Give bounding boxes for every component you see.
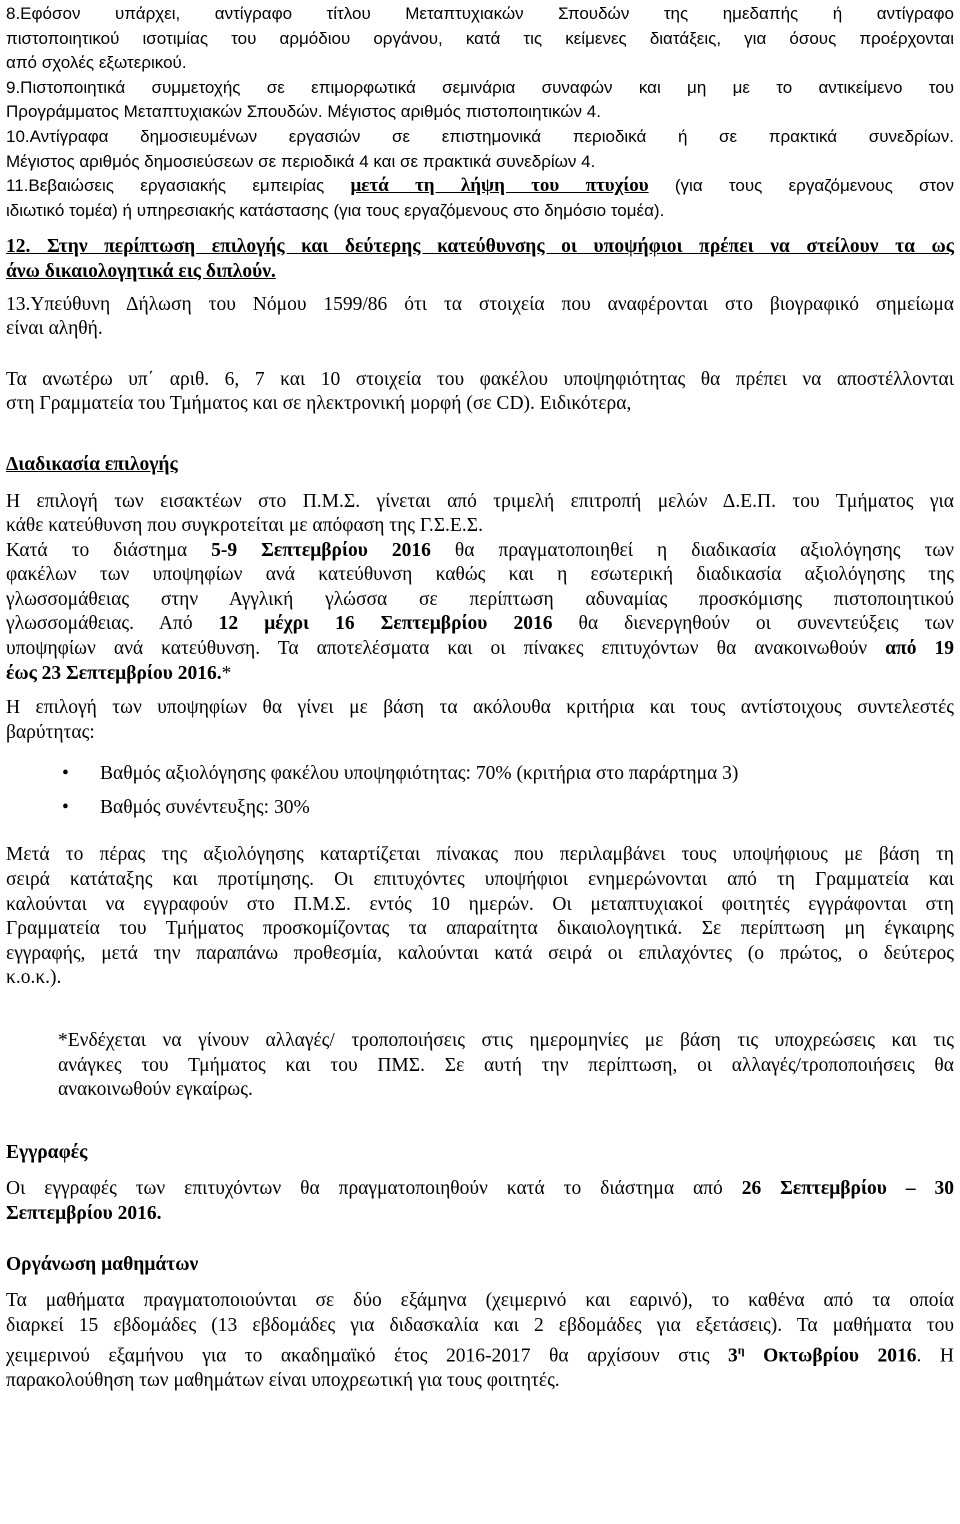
selection-p3-line-2: βαρύτητας: [6, 721, 95, 743]
selection-p2-line-6 [6, 662, 954, 687]
selection-paragraph-3 [6, 696, 954, 745]
courses-heading: Οργάνωση μαθημάτων [6, 1253, 199, 1275]
document-page [6, 0, 954, 1394]
item-13-line-1: 13.Υπεύθυνη Δήλωση του Νόμου 1599/86 ότι τα στοιχεία που αναφέρονται στο βιογραφικό σημείωμα [6, 293, 954, 315]
criteria-item-1 [6, 757, 954, 791]
item-9-line-2: Προγράμματος Μεταπτυχιακών Σπουδών. Μέγιστος αριθμός πιστοποιητικών 4. [6, 102, 601, 122]
item-11-line-1 [6, 174, 954, 199]
courses-paragraph [6, 1289, 954, 1394]
item-8-line-1: 8.Εφόσον υπάρχει, αντίγραφο τίτλου Μεταπτυχιακών Σπουδών της ημεδαπής ή αντίγραφο [6, 4, 954, 23]
item-12 [6, 235, 954, 284]
selection-paragraph-4 [6, 843, 954, 991]
criteria-text: Βαθμός συνέντευξης: 30% [100, 797, 310, 819]
bullet-icon: • [62, 797, 69, 819]
p2-line5-date: από 19 [885, 638, 954, 660]
selection-p2-line-4 [6, 612, 954, 637]
registration-line-2: Σεπτεμβρίου 2016. [6, 1202, 162, 1224]
selection-p4-line-3: καλούνται να εγγραφούν στο Π.Μ.Σ. εντός 10 ημερών. Οι μεταπτυχιακοί φοιτητές εγγράφονται στη [6, 893, 954, 915]
registration-paragraph [6, 1177, 954, 1226]
dates-note [6, 1029, 954, 1103]
courses-line-3 [6, 1338, 954, 1369]
item-10-line-1: 10.Αντίγραφα δημοσιευμένων εργασιών σε επιστημονικά περιοδικά ή σε πρακτικά συνεδρίων. [6, 126, 954, 146]
note-line-3: ανακοινωθούν εγκαίρως. [58, 1079, 253, 1101]
courses-line-4: παρακολούθηση των μαθημάτων είναι υποχρεωτική για τους φοιτητές. [6, 1370, 560, 1392]
submission-line-2: στη Γραμματεία του Τμήματος και σε ηλεκτρονική μορφή (σε CD). Ειδικότερα, [6, 393, 632, 415]
submission-line-1: Τα ανωτέρω υπ΄ αριθ. 6, 7 και 10 στοιχεία του φακέλου υποψηφιότητας θα πρέπει να αποστέλλονται [6, 368, 954, 390]
courses-line3-end: . Η [916, 1345, 954, 1367]
item-8 [6, 2, 954, 76]
p2-date-range-2: 12 μέχρι 16 Σεπτεμβρίου 2016 [218, 613, 553, 635]
bullet-icon: • [62, 763, 69, 785]
registration-date-start: 26 Σεπτεμβρίου – 30 [741, 1178, 955, 1200]
p2-line5-text-a: υποψηφίων ανά κατεύθυνση. Τα αποτελέσματα και οι πίνακες επιτυχόντων θα ανακοινωθούν [6, 638, 886, 660]
registration-line-1 [6, 1177, 954, 1202]
selection-p3-line-1: Η επιλογή των υποψηφίων θα γίνει με βάση τα ακόλουθα κριτήρια και τους αντίστοιχους συντελεστές [6, 697, 954, 719]
item-8-line-3: από σχολές εξωτερικού. [6, 53, 187, 73]
item-11-suffix: (για τους εργαζόμενους στον [648, 176, 954, 196]
note-line-1: *Ενδέχεται να γίνουν αλλαγές/ τροποποιήσεις στις ημερομηνίες με βάση τις υποχρεώσεις και τις [58, 1030, 954, 1051]
item-11-emphasis: μετά τη λήψη του πτυχίου [350, 175, 649, 197]
criteria-item-2 [6, 791, 954, 825]
selection-p1-line-2: κάθε κατεύθυνση που συγκροτείται με απόφαση της Γ.Σ.Ε.Σ. [6, 515, 483, 537]
p2-text-a: Κατά το διάστημα [6, 539, 212, 561]
selection-p2-line-3: γλωσσομάθειας στην Αγγλική γλώσσα σε περίπτωση αδυναμίας προσκόμισης πιστοποιητικού [6, 588, 954, 610]
p2-asterisk: * [221, 662, 232, 684]
courses-start-day: 3 [728, 1345, 738, 1367]
selection-p4-line-6: κ.ο.κ.). [6, 967, 62, 989]
p2-text-c: θα πραγματοποιηθεί η διαδικασία αξιολόγησης των [430, 539, 954, 561]
courses-ordinal-sup: η [737, 1343, 745, 1358]
courses-line3-text: χειμερινού εξαμήνου για το ακαδημαϊκό έτος 2016-2017 θα αρχίσουν στις [6, 1345, 729, 1367]
note-line-2: ανάγκες του Τμήματος και του ΠΜΣ. Σε αυτή την περίπτωση, οι αλλαγές/τροποποιήσεις θα [58, 1054, 954, 1076]
item-9 [6, 76, 954, 125]
registration-text: Οι εγγραφές των επιτυχόντων θα πραγματοποιηθούν κατά το διάστημα από [6, 1178, 742, 1200]
selection-paragraph-2 [6, 539, 954, 687]
selection-p2-line-5 [6, 637, 954, 662]
selection-p4-line-2: σειρά κατάταξης και προτίμησης. Οι επιτυχόντες υποψήφιοι ενημερώνονται από τη Γραμματεία και [6, 869, 954, 891]
selection-p4-line-1: Μετά το πέρας της αξιολόγησης καταρτίζεται πίνακας που περιλαμβάνει τους υποψήφιους με βάση τη [6, 844, 954, 866]
item-13 [6, 293, 954, 342]
item-12-line-2: άνω δικαιολογητικά εις διπλούν. [6, 260, 276, 282]
item-10 [6, 125, 954, 174]
item-9-line-1: 9.Πιστοποιητικά συμμετοχής σε επιμορφωτικά σεμινάρια συναφών και μη με το αντικείμενο του [6, 77, 954, 97]
courses-line-2: διαρκεί 15 εβδομάδες (13 εβδομάδες για διδασκαλία και 2 εβδομάδες για εξετάσεις). Τα μαθήματα του [6, 1314, 954, 1336]
item-10-line-2: Μέγιστος αριθμός δημοσιεύσεων σε περιοδικά 4 και σε πρακτικά συνεδρίων 4. [6, 151, 596, 171]
selection-p4-line-4: Γραμματεία του Τμήματος προσκομίζοντας τα απαραίτητα δικαιολογητικά. Σε περίπτωση μη έγκαιρης [6, 918, 954, 940]
item-11 [6, 174, 954, 223]
courses-line-1: Τα μαθήματα πραγματοποιούνται σε δύο εξάμηνα (χειμερινό και εαρινό), το καθένα από τα οποία [6, 1290, 954, 1312]
courses-start-month: Οκτωβρίου 2016 [744, 1345, 917, 1367]
p2-line4-text-a: γλωσσομάθειας. Από [6, 613, 219, 635]
p2-line6-date: έως 23 Σεπτεμβρίου 2016. [6, 662, 222, 684]
item-12-line-1: 12. Στην περίπτωση επιλογής και δεύτερης κατεύθυνσης οι υποψήφιοι πρέπει να στείλουν τα ως [6, 236, 954, 258]
p2-date-range-1: 5-9 Σεπτεμβρίου 2016 [211, 539, 431, 561]
item-11-prefix: 11.Βεβαιώσεις εργασιακής εμπειρίας [6, 176, 351, 196]
submission-paragraph [6, 368, 954, 417]
criteria-text: Βαθμός αξιολόγησης φακέλου υποψηφιότητας: 70% (κριτήρια στο παράρτημα 3) [100, 763, 739, 785]
selection-heading: Διαδικασία επιλογής [6, 453, 178, 475]
selection-p1-line-1: Η επιλογή των εισακτέων στο Π.Μ.Σ. γίνεται από τριμελή επιτροπή μελών Δ.Ε.Π. του Τμήματος για [6, 490, 954, 512]
criteria-list [6, 757, 954, 825]
item-8-line-2: πιστοποιητικού ισοτιμίας του αρμόδιου οργάνου, κατά τις κείμενες διατάξεις, για όσους προέρχονται [6, 28, 954, 48]
item-11-line-2: ιδιωτικό τομέα) ή υπηρεσιακής κατάστασης (για τους εργαζόμενους στο δημόσιο τομέα). [6, 200, 665, 220]
registration-heading: Εγγραφές [6, 1141, 88, 1163]
item-13-line-2: είναι αληθή. [6, 318, 103, 340]
selection-p4-line-5: εγγραφής, μετά την παραπάνω προθεσμία, καλούνται κατά σειρά οι επιλαχόντες (ο πρώτος, ο δεύτερος [6, 942, 954, 964]
selection-paragraph-1 [6, 490, 954, 539]
selection-p2-line-1 [6, 539, 954, 564]
selection-p2-line-2: φακέλων των υποψηφίων ανά κατεύθυνση καθώς και η εσωτερική διαδικασία αξιολόγησης της [6, 564, 954, 586]
p2-line4-text-c: θα διενεργηθούν οι συνεντεύξεις των [552, 613, 954, 635]
